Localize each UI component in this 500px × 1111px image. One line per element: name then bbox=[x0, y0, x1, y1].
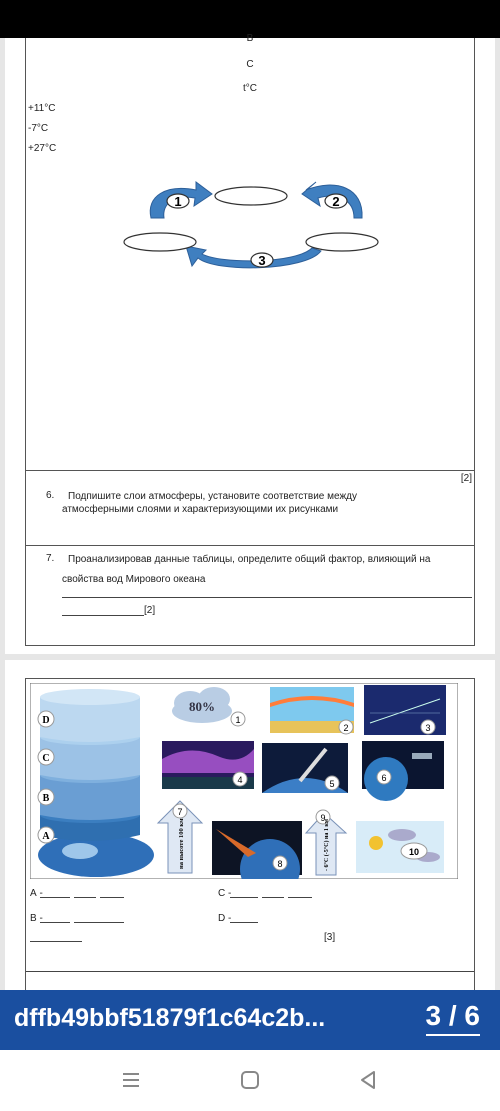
temperature-2: -7°C bbox=[28, 123, 49, 134]
question-6-answer-cell bbox=[25, 678, 475, 991]
answer-b-line-2 bbox=[74, 922, 124, 923]
question-7-cell bbox=[25, 545, 475, 646]
atmosphere-layers-figure bbox=[30, 683, 458, 879]
home-icon[interactable] bbox=[240, 1070, 260, 1090]
document-page-1 bbox=[5, 33, 495, 654]
cycle-number-3: 3 bbox=[258, 253, 266, 268]
picture-number-7: 7 bbox=[177, 807, 183, 817]
picture-3-atmosphere-chart bbox=[364, 685, 446, 735]
picture-number-10: 10 bbox=[408, 847, 420, 857]
question-6-cell bbox=[25, 470, 475, 546]
layer-label-a: A bbox=[42, 831, 50, 842]
score-q5: [2] bbox=[460, 473, 472, 484]
q6-text-line1: Подпишите слои атмосферы, установите соответствие между bbox=[68, 491, 357, 502]
picture-10-weather bbox=[356, 821, 444, 873]
picture-number-4: 4 bbox=[237, 775, 243, 785]
q6-number: 6. bbox=[46, 490, 55, 501]
document-page-2 bbox=[5, 660, 495, 990]
answer-d-label: D - bbox=[218, 913, 232, 924]
document-viewer-bar bbox=[0, 990, 500, 1050]
temperature-unit: t°C bbox=[243, 83, 257, 94]
page-indicator[interactable]: 3 / 6 bbox=[426, 1000, 480, 1036]
answer-c-label: C - bbox=[218, 888, 232, 899]
answer-c-line-2 bbox=[262, 897, 284, 898]
answer-b-line-1 bbox=[40, 922, 70, 923]
header-letter-c: C bbox=[246, 59, 254, 70]
temperature-1: +11°C bbox=[28, 103, 56, 114]
picture-number-5: 5 bbox=[329, 779, 335, 789]
header-letter-b: B bbox=[246, 33, 254, 44]
layer-label-b: B bbox=[42, 793, 50, 804]
q7-text-line1: Проанализировав данные таблицы, определите общий фактор, влияющий на bbox=[68, 554, 431, 565]
score-q7: [2] bbox=[144, 605, 156, 616]
score-q6: [3] bbox=[324, 932, 336, 943]
answer-d-line-1 bbox=[230, 922, 258, 923]
question-5-cell bbox=[25, 33, 475, 484]
answer-a-line-3 bbox=[100, 897, 124, 898]
table-divider bbox=[26, 971, 474, 972]
picture-number-9: 9 bbox=[320, 813, 326, 823]
picture-number-1: 1 bbox=[235, 715, 241, 725]
file-name[interactable]: dffb49bbf51879f1c64c2b... bbox=[14, 1004, 326, 1032]
cycle-number-2: 2 bbox=[332, 194, 340, 209]
q7-answer-line-2 bbox=[62, 615, 144, 616]
layer-label-d: D bbox=[42, 715, 50, 726]
picture-8-meteor bbox=[212, 821, 302, 879]
picture-number-8: 8 bbox=[277, 859, 283, 869]
water-cycle-diagram bbox=[116, 176, 386, 276]
q7-answer-line-1 bbox=[62, 597, 472, 598]
recent-apps-icon[interactable] bbox=[120, 1070, 142, 1090]
cycle-number-1: 1 bbox=[174, 194, 182, 209]
answer-a-line-2 bbox=[74, 897, 96, 898]
picture-2-layer bbox=[270, 687, 354, 734]
answer-a-label: А - bbox=[30, 888, 43, 899]
arrow9-caption: - 6°C (-5°C) на 1 км bbox=[324, 819, 330, 871]
picture-4-aurora bbox=[162, 741, 254, 789]
answer-a-line-1 bbox=[40, 897, 70, 898]
layer-label-c: C bbox=[42, 753, 50, 764]
q7-text-line2: свойства вод Мирового океана bbox=[62, 574, 206, 585]
back-icon[interactable] bbox=[358, 1070, 378, 1090]
answer-extra-line bbox=[30, 941, 82, 942]
picture-number-2: 2 bbox=[343, 723, 349, 733]
q6-text-line2: атмосферными слоями и характеризующими их рисунками bbox=[62, 504, 339, 515]
cloud-percent: 80% bbox=[189, 699, 215, 714]
picture-5-rocket bbox=[262, 743, 348, 793]
answer-c-line-3 bbox=[288, 897, 312, 898]
answer-b-label: B - bbox=[30, 913, 43, 924]
temperature-3: +27°C bbox=[28, 143, 57, 154]
system-navigation-bar bbox=[0, 1050, 500, 1111]
answer-c-line-1 bbox=[230, 897, 258, 898]
picture-number-3: 3 bbox=[425, 723, 431, 733]
q7-number: 7. bbox=[46, 553, 55, 564]
picture-number-6: 6 bbox=[381, 773, 387, 783]
arrow7-caption: на высоте 100 км bbox=[178, 818, 185, 869]
